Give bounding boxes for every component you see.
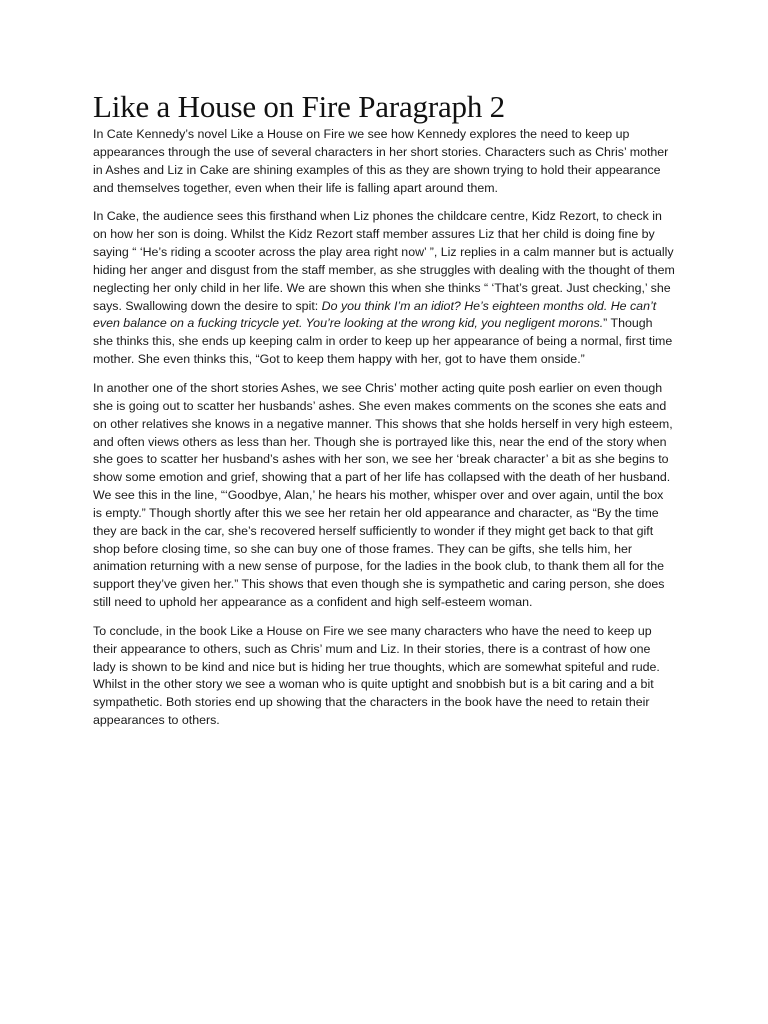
paragraph-italic-quote: Do you think I’m an idiot? He’s eighteen months old. He can’t even balance on a fucking tricycle yet. You’re looking at the wrong kid, you negligent morons. xyxy=(93,298,657,331)
paragraph-cake xyxy=(93,208,675,369)
paragraph-intro xyxy=(93,126,675,197)
paragraph-text: In another one of the short stories Ashes, we see Chris’ mother acting quite posh earlier on even though she is going out to scatter her husbands’ ashes. She even makes comments on the scones she eats and on other relatives she knows in a negative manner. This shows that she holds herself in very high esteem, and often views others as less than her. Though she is portrayed like this, near the end of the story when she goes to scatter her husband’s ashes with her son, we see her ‘break character’ a bit as she begins to show some emotion and grief, showing that a part of her life has collapsed with the death of her husband. We see this in the line, “‘Goodbye, Alan,’ he hears his mother, whisper over and over again, until the box is empty.” Though shortly after this we see her retain her old appearance and character, as “By the time they are back in the car, she’s recovered herself sufficiently to wonder if they might get back to that gift shop before closing time, so she can buy one of those frames. They can be gifts, she tells him, her animation returning with a new sense of purpose, for the ladies in the book club, to thank them all for the support they’ve given her.” This shows that even though she is sympathetic and caring person, she does still need to uphold her appearance as a confident and high self-esteem woman. xyxy=(93,380,673,610)
paragraph-conclusion xyxy=(93,623,675,730)
paragraph-ashes xyxy=(93,380,675,612)
paragraph-text-continued: ” Though she thinks this, she ends up keeping calm in order to keep up her appearance of being a normal, first time mother. She even thinks this, “Got to keep them happy with her, got to have them onside.” xyxy=(93,316,673,367)
paragraph-text: In Cake, the audience sees this firsthand when Liz phones the childcare centre, Kidz Rezort, to check in on how her son is doing. Whilst the Kidz Rezort staff member assures Liz that her child is doing fine by saying “ ‘He’s riding a scooter across the play area right now’ ”, Liz replies in a calm manner but is actually hiding her anger and disgust from the staff member, as she struggles with dealing with the thought of them neglecting her only child in her life. We are shown this when she thinks “ ‘That’s great. Just checking,’ she says. Swallowing down the desire to spit: xyxy=(93,209,675,313)
document-title: Like a House on Fire Paragraph 2 xyxy=(93,89,505,124)
paragraph-text: To conclude, in the book Like a House on Fire we see many characters who have the need to keep up their appearance to others, such as Chris’ mum and Liz. In their stories, there is a contrast of how one lady is shown to be kind and nice but is hiding her true thoughts, which are somewhat spiteful and rude. Whilst in the other story we see a woman who is quite uptight and snobbish but is a bit caring and a bit sympathetic. Both stories end up showing that the characters in the book have the need to retain their appearances to others. xyxy=(93,623,660,728)
document-page xyxy=(93,88,675,741)
paragraph-text: In Cate Kennedy’s novel Like a House on Fire we see how Kennedy explores the need to keep up appearances through the use of several characters in her short stories. Characters such as Chris’ mother in Ashes and Liz in Cake are shining examples of this as they are shown trying to hold their appearance and themselves together, even when their life is falling apart around them. xyxy=(93,127,669,195)
